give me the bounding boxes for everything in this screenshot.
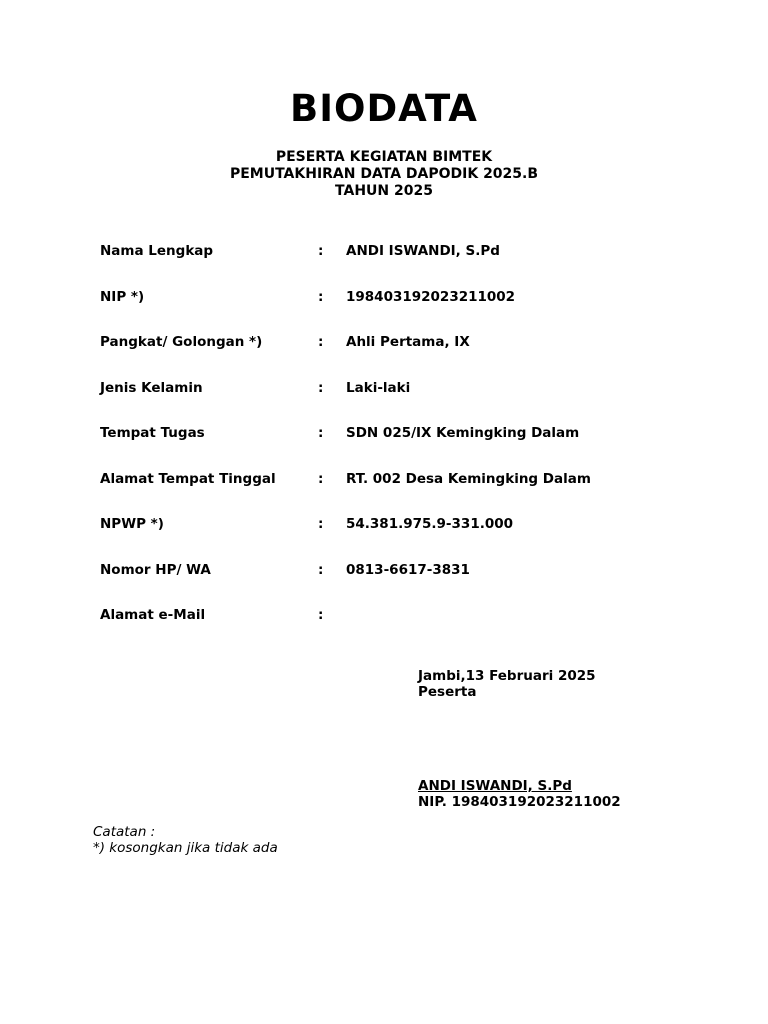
signer-nip: NIP. 198403192023211002 [418,794,621,810]
field-value: Ahli Pertama, IX [346,334,470,350]
field-label: Alamat Tempat Tinggal [100,470,276,487]
field-row-nama-lengkap [100,242,720,288]
signer-name: ANDI ISWANDI, S.Pd [418,778,572,794]
field-separator: : [318,243,324,259]
field-row-pangkat-golongan [100,333,720,379]
field-row-alamat-email [100,606,720,652]
field-row-tempat-tugas [100,424,720,470]
notes [93,824,278,856]
subtitle-line-program: PEMUTAKHIRAN DATA DAPODIK 2025.B [229,166,539,182]
field-row-jenis-kelamin [100,379,720,425]
field-separator: : [318,425,324,441]
field-row-npwp [100,515,720,561]
field-separator: : [318,334,324,350]
field-value: Laki-laki [346,379,411,396]
document-subtitle [0,149,768,200]
field-value: RT. 002 Desa Kemingking Dalam [346,470,591,487]
field-separator: : [318,379,324,396]
field-value: 54.381.975.9-331.000 [346,516,514,532]
biodata-fields [100,242,720,652]
subtitle-line-year: TAHUN 2025 [335,183,433,199]
field-label: Jenis Kelamin [100,379,203,396]
field-value: 198403192023211002 [346,288,516,305]
notes-heading: Catatan : [93,824,156,840]
field-value: ANDI ISWANDI, S.Pd [346,243,500,259]
field-label: Nomor HP/ WA [100,561,211,578]
field-separator: : [318,561,324,578]
notes-text: *) kosongkan jika tidak ada [93,840,278,856]
field-separator: : [318,288,324,305]
field-separator: : [318,516,324,532]
signature-block [418,668,621,810]
field-row-nip [100,288,720,334]
field-label: Pangkat/ Golongan *) [100,334,263,350]
signature-space [418,700,621,778]
field-value: 0813-6617-3831 [346,561,470,578]
page-title: BIODATA [290,87,478,130]
field-separator: : [318,470,324,487]
field-separator: : [318,607,324,623]
field-label: NIP *) [100,288,145,305]
subtitle-line-event: PESERTA KEGIATAN BIMTEK [275,149,493,165]
field-label: Tempat Tugas [100,425,205,441]
field-label: Nama Lengkap [100,243,214,259]
signer-role: Peserta [418,684,477,700]
place-date: Jambi,13 Februari 2025 [418,668,596,684]
field-label: NPWP *) [100,516,164,532]
field-row-alamat-tempat-tinggal [100,470,720,516]
field-label: Alamat e-Mail [100,607,206,623]
field-value: SDN 025/IX Kemingking Dalam [346,425,580,441]
field-row-nomor-hp [100,561,720,607]
